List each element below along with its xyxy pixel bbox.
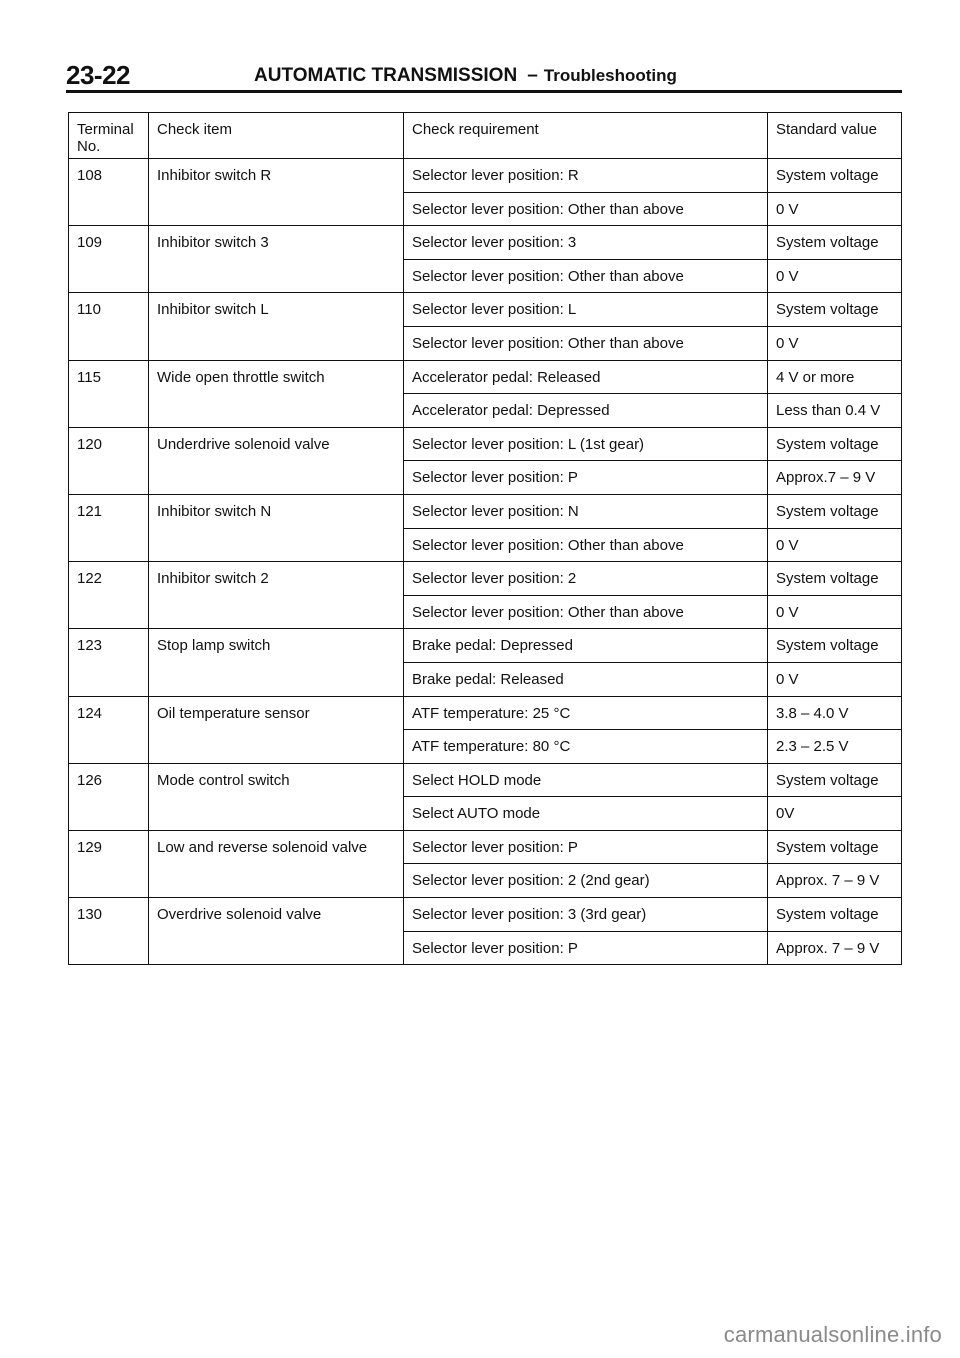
table-row: [69, 360, 902, 394]
terminal-number-cell: 122: [69, 562, 149, 629]
standard-value-cell: 0 V: [768, 326, 902, 360]
terminal-number-cell: 108: [69, 159, 149, 226]
check-requirement-cell: Selector lever position: 2: [404, 562, 768, 596]
check-requirement-cell: Selector lever position: N: [404, 494, 768, 528]
table-row: [69, 898, 902, 932]
check-item-cell: Inhibitor switch L: [149, 293, 404, 360]
check-requirement-cell: Selector lever position: L (1st gear): [404, 427, 768, 461]
check-requirement-cell: Select AUTO mode: [404, 797, 768, 831]
standard-value-cell: 0V: [768, 797, 902, 831]
check-item-cell: Overdrive solenoid valve: [149, 898, 404, 965]
standard-value-cell: System voltage: [768, 562, 902, 596]
standard-value-cell: 0 V: [768, 259, 902, 293]
check-requirement-cell: Brake pedal: Released: [404, 662, 768, 696]
standard-value-cell: System voltage: [768, 494, 902, 528]
table-row: [69, 494, 902, 528]
check-item-cell: Stop lamp switch: [149, 629, 404, 696]
check-item-cell: Inhibitor switch R: [149, 159, 404, 226]
check-requirement-cell: ATF temperature: 80 °C: [404, 730, 768, 764]
standard-value-cell: 4 V or more: [768, 360, 902, 394]
standard-value-cell: 0 V: [768, 595, 902, 629]
table-body: [69, 159, 902, 965]
check-requirement-cell: Selector lever position: P: [404, 830, 768, 864]
terminal-number-cell: 129: [69, 830, 149, 897]
check-item-cell: Mode control switch: [149, 763, 404, 830]
standard-value-cell: Less than 0.4 V: [768, 394, 902, 428]
check-requirement-cell: ATF temperature: 25 °C: [404, 696, 768, 730]
column-header-check-item: Check item: [149, 113, 404, 159]
check-requirement-cell: Accelerator pedal: Released: [404, 360, 768, 394]
check-requirement-cell: Selector lever position: P: [404, 461, 768, 495]
column-header-standard-value: Standard value: [768, 113, 902, 159]
header-rule: [66, 90, 902, 93]
terminal-number-cell: 124: [69, 696, 149, 763]
check-requirement-cell: Selector lever position: Other than above: [404, 192, 768, 226]
standard-value-cell: 0 V: [768, 528, 902, 562]
table-row: [69, 629, 902, 663]
column-header-check-requirement: Check requirement: [404, 113, 768, 159]
standard-value-cell: 3.8 – 4.0 V: [768, 696, 902, 730]
table-row: [69, 696, 902, 730]
standard-value-cell: System voltage: [768, 226, 902, 260]
terminal-number-cell: 130: [69, 898, 149, 965]
check-requirement-cell: Selector lever position: Other than above: [404, 259, 768, 293]
terminal-number-cell: 121: [69, 494, 149, 561]
page-header: [66, 56, 902, 94]
standard-value-cell: Approx. 7 – 9 V: [768, 931, 902, 965]
check-item-cell: Low and reverse solenoid valve: [149, 830, 404, 897]
standard-value-cell: 0 V: [768, 192, 902, 226]
standard-value-cell: System voltage: [768, 293, 902, 327]
section-title: [254, 65, 677, 87]
standard-value-cell: System voltage: [768, 830, 902, 864]
check-item-cell: Underdrive solenoid valve: [149, 427, 404, 494]
check-requirement-cell: Selector lever position: Other than above: [404, 595, 768, 629]
table-row: [69, 427, 902, 461]
check-requirement-cell: Selector lever position: P: [404, 931, 768, 965]
standard-value-cell: System voltage: [768, 629, 902, 663]
check-item-cell: Wide open throttle switch: [149, 360, 404, 427]
section-title-main: AUTOMATIC TRANSMISSION: [254, 65, 518, 86]
terminal-check-table: [68, 112, 902, 965]
title-separator: –: [527, 65, 538, 86]
check-requirement-cell: Selector lever position: L: [404, 293, 768, 327]
page-number: 23-22: [66, 60, 130, 90]
check-requirement-cell: Brake pedal: Depressed: [404, 629, 768, 663]
terminal-number-cell: 120: [69, 427, 149, 494]
check-requirement-cell: Accelerator pedal: Depressed: [404, 394, 768, 428]
check-requirement-cell: Selector lever position: 3: [404, 226, 768, 260]
standard-value-cell: Approx.7 – 9 V: [768, 461, 902, 495]
column-header-terminal: Terminal No.: [69, 113, 149, 159]
standard-value-cell: System voltage: [768, 898, 902, 932]
table-row: [69, 226, 902, 260]
terminal-number-cell: 110: [69, 293, 149, 360]
check-requirement-cell: Selector lever position: Other than above: [404, 326, 768, 360]
check-requirement-cell: Selector lever position: 2 (2nd gear): [404, 864, 768, 898]
check-item-cell: Inhibitor switch 2: [149, 562, 404, 629]
check-item-cell: Inhibitor switch 3: [149, 226, 404, 293]
check-item-cell: Oil temperature sensor: [149, 696, 404, 763]
standard-value-cell: 0 V: [768, 662, 902, 696]
table-row: [69, 830, 902, 864]
table-row: [69, 763, 902, 797]
terminal-number-cell: 126: [69, 763, 149, 830]
check-requirement-cell: Selector lever position: R: [404, 159, 768, 193]
terminal-number-cell: 115: [69, 360, 149, 427]
terminal-number-cell: 109: [69, 226, 149, 293]
standard-value-cell: System voltage: [768, 159, 902, 193]
standard-value-cell: System voltage: [768, 763, 902, 797]
standard-value-cell: System voltage: [768, 427, 902, 461]
check-requirement-cell: Selector lever position: Other than above: [404, 528, 768, 562]
check-requirement-cell: Selector lever position: 3 (3rd gear): [404, 898, 768, 932]
watermark: carmanualsonline.info: [723, 1322, 942, 1347]
table-row: [69, 293, 902, 327]
check-item-cell: Inhibitor switch N: [149, 494, 404, 561]
section-subtitle: Troubleshooting: [543, 66, 677, 85]
table-row: [69, 562, 902, 596]
terminal-number-cell: 123: [69, 629, 149, 696]
standard-value-cell: 2.3 – 2.5 V: [768, 730, 902, 764]
check-requirement-cell: Select HOLD mode: [404, 763, 768, 797]
table-row: [69, 159, 902, 193]
table-header-row: [69, 113, 902, 159]
standard-value-cell: Approx. 7 – 9 V: [768, 864, 902, 898]
